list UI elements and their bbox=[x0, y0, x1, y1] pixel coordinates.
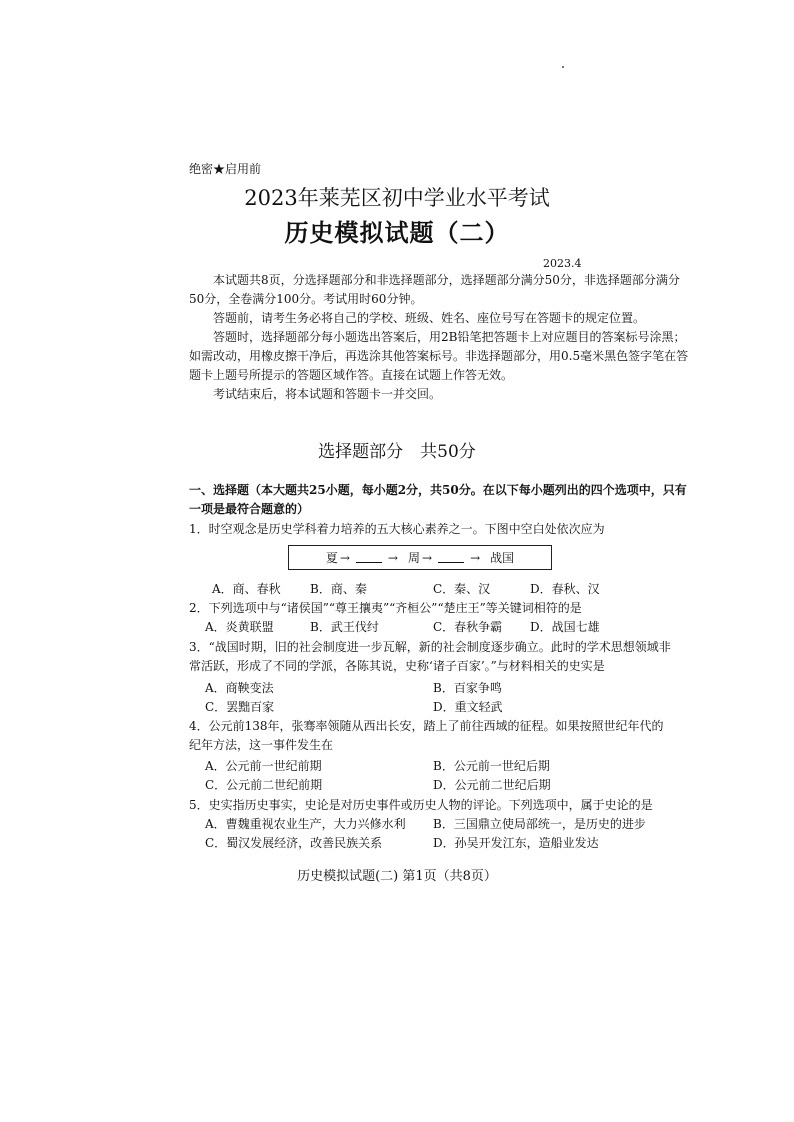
q2-option-b: B．武王伐纣 bbox=[310, 620, 379, 634]
question-3-stem: 3．“战国时期，旧的社会制度进一步瓦解，新的社会制度逐步确立。此时的学术思想领域非常活跃，形成了不同的学派，各陈其说，史称‘诸子百家’。”与材料相关的史实是 bbox=[189, 640, 671, 673]
q4-option-a: A．公元前一世纪前期 bbox=[205, 759, 322, 773]
instruction-paragraph: 本试题共8页，分选择题部分和非选择题部分，选择题部分满分50分，非选择题部分满分50分，全卷满分100分。考试用时60分钟。 bbox=[189, 273, 680, 306]
q5-option-a: A．曹魏重视农业生产，大力兴修水利 bbox=[205, 817, 406, 831]
timeline-blank-2 bbox=[438, 552, 464, 563]
q3-option-b: B．百家争鸣 bbox=[433, 681, 502, 695]
timeline-diagram bbox=[288, 545, 552, 570]
q4-option-b: B．公元前一世纪后期 bbox=[433, 759, 550, 773]
q3-option-d: D．重文轻武 bbox=[433, 700, 503, 714]
question-5-stem: 5．史实指历史事实，史论是对历史事件或历史人物的评论。下列选项中，属于史论的是 bbox=[189, 798, 653, 812]
q5-option-b: B．三国鼎立使局部统一，是历史的进步 bbox=[433, 817, 646, 831]
q2-option-d: D．战国七雄 bbox=[530, 620, 600, 634]
q3-option-c: C．罢黜百家 bbox=[205, 700, 275, 714]
question-2-stem: 2．下列选项中与“诸侯国”“尊王攘夷”“齐桓公”“楚庄王”等关键词相符的是 bbox=[189, 601, 582, 615]
page-footer: 历史模拟试题(二) 第1页（共8页） bbox=[297, 869, 497, 884]
arrow-icon: → bbox=[470, 550, 481, 565]
q3-option-a: A．商鞅变法 bbox=[205, 681, 274, 695]
arrow-icon: → bbox=[387, 550, 398, 565]
arrow-icon: → bbox=[339, 550, 350, 565]
scan-speck bbox=[562, 66, 564, 68]
instruction-paragraph: 考试结束后，将本试题和答题卡一并交回。 bbox=[213, 387, 442, 401]
exam-date: 2023.4 bbox=[543, 257, 582, 270]
timeline-blank-1 bbox=[356, 552, 382, 563]
question-1-stem: 1．时空观念是历史学科着力培养的五大核心素养之一。下图中空白处依次应为 bbox=[189, 522, 605, 536]
q5-option-d: D．孙吴开发江东，造船业发达 bbox=[433, 836, 599, 850]
q1-option-d: D．春秋、汉 bbox=[530, 582, 600, 596]
q1-option-a: A．商、春秋 bbox=[212, 582, 281, 596]
part-heading: 一、选择题（本大题共25小题，每小题2分，共50分。在以下每小题列出的四个选项中，只有一项是最符合题意的） bbox=[189, 483, 687, 516]
timeline-start: 夏 bbox=[325, 551, 338, 565]
timeline-middle: 周 bbox=[407, 551, 420, 565]
instruction-paragraph: 答题时，选择题部分每小题选出答案后，用2B铅笔把答题卡上对应题目的答案标号涂黑；如需改动，用橡皮擦干净后，再选涂其他答案标号。非选择题部分，用0.5毫米黑色签字笔在答题卡上题号所提示的答题区域作答。直接在试题上作答无效。 bbox=[189, 330, 689, 382]
section-title: 选择题部分 共50分 bbox=[318, 442, 476, 462]
q5-option-c: C．蜀汉发展经济，改善民族关系 bbox=[205, 836, 383, 850]
instructions-block bbox=[189, 271, 689, 404]
arrow-icon: → bbox=[422, 550, 433, 565]
q1-option-b: B．商、秦 bbox=[310, 582, 367, 596]
exam-subtitle: 历史模拟试题（二） bbox=[284, 218, 510, 247]
exam-title: 2023年莱芜区初中学业水平考试 bbox=[244, 186, 550, 210]
timeline-end: 战国 bbox=[490, 551, 515, 565]
q2-option-c: C．春秋争霸 bbox=[433, 620, 503, 634]
q2-option-a: A．炎黄联盟 bbox=[205, 620, 274, 634]
confidential-label: 绝密★启用前 bbox=[189, 162, 262, 176]
q1-option-c: C．秦、汉 bbox=[433, 582, 491, 596]
instruction-paragraph: 答题前，请考生务必将自己的学校、班级、姓名、座位号写在答题卡的规定位置。 bbox=[213, 311, 646, 325]
q4-option-c: C．公元前二世纪前期 bbox=[205, 778, 323, 792]
question-4-stem: 4．公元前138年，张骞率领随从西出长安，踏上了前往西域的征程。如果按照世纪年代的纪年方法，这一事件发生在 bbox=[189, 719, 664, 752]
q4-option-d: D．公元前二世纪后期 bbox=[433, 778, 551, 792]
